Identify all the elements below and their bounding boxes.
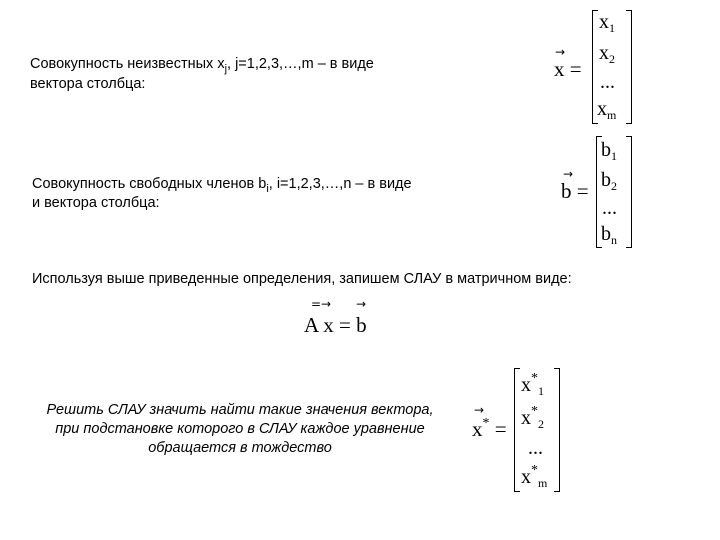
eq-b-lhs-var: b xyxy=(561,179,572,203)
matrix-arrow-a: =→ xyxy=(311,297,332,311)
matrix-x-right-bracket xyxy=(626,10,632,124)
matrix-x-cell-2: $x_2$ xyxy=(599,42,615,66)
matrix-xstar-right-bracket xyxy=(554,368,560,492)
eq-xstar-lhs xyxy=(472,417,507,442)
eq-ax-x: x xyxy=(323,313,334,337)
matrix-b-cell-2: $b_2$ xyxy=(601,169,617,193)
paragraph-constants-line1 xyxy=(32,175,412,195)
unknowns-text-a: Совокупность неизвестных x xyxy=(30,56,225,72)
vector-arrow-x: → xyxy=(555,45,566,59)
paragraph-solution-line2: при подстановке которого в СЛАУ каждое уравнение xyxy=(55,421,425,437)
paragraph-solution-line1: Решить СЛАУ значить найти такие значения вектора, xyxy=(46,402,434,418)
matrix-xstar-left-bracket xyxy=(514,368,520,492)
constants-text-b: , i=1,2,3,…,n – в виде xyxy=(268,176,412,192)
eq-x-lhs-var: x xyxy=(554,57,565,81)
matrix-b-cell-4: $b_n$ xyxy=(601,223,617,247)
constants-text-a: Совокупность свободных членов b xyxy=(32,176,267,192)
eq-x-lhs xyxy=(554,57,582,82)
matrix-b-right-bracket xyxy=(626,136,632,248)
unknowns-subscript: j xyxy=(224,63,228,75)
matrix-xstar-cell-1: $x^*_1$ xyxy=(521,371,544,398)
paragraph-solution-line3: обращается в тождество xyxy=(148,440,332,456)
eq-ax-b: b xyxy=(356,313,367,337)
eq-xstar-star: * xyxy=(482,416,490,431)
vector-arrow-xstar: → xyxy=(474,403,485,417)
constants-subscript: i xyxy=(266,183,269,195)
eq-ax-equals: = xyxy=(339,313,351,337)
equation-ax-b xyxy=(304,313,367,338)
paragraph-unknowns-line2: вектора столбца: xyxy=(30,76,146,92)
eq-b-equals: = xyxy=(576,179,589,203)
eq-xstar-equals: = xyxy=(494,417,507,441)
eq-x-equals: = xyxy=(569,57,582,81)
matrix-xstar-cell-4: $x^*_m$ xyxy=(521,463,548,490)
vector-arrow-b-eq: → xyxy=(356,297,367,311)
eq-xstar-lhs-var: x xyxy=(472,417,483,441)
vector-arrow-b: → xyxy=(563,167,574,181)
matrix-xstar-cell-2: $x^*_2$ xyxy=(521,404,544,431)
matrix-xstar-cell-3: ... xyxy=(528,437,543,459)
eq-b-lhs xyxy=(561,179,589,204)
eq-ax-a: A xyxy=(304,313,319,337)
matrix-x-cell-1: $x_1$ xyxy=(599,11,615,35)
unknowns-text-b: , j=1,2,3,…,m – в виде xyxy=(227,56,374,72)
matrix-x-cell-4: $x_m$ xyxy=(597,98,617,122)
paragraph-matrix-form: Используя выше приведенные определения, запишем СЛАУ в матричном виде: xyxy=(32,271,572,287)
matrix-x-cell-3: ... xyxy=(600,71,615,93)
matrix-b-cell-3: ... xyxy=(602,197,617,219)
matrix-b-cell-1: $b_1$ xyxy=(601,139,617,163)
paragraph-constants-line2: и вектора столбца: xyxy=(32,195,160,211)
paragraph-unknowns-line1 xyxy=(30,55,374,75)
